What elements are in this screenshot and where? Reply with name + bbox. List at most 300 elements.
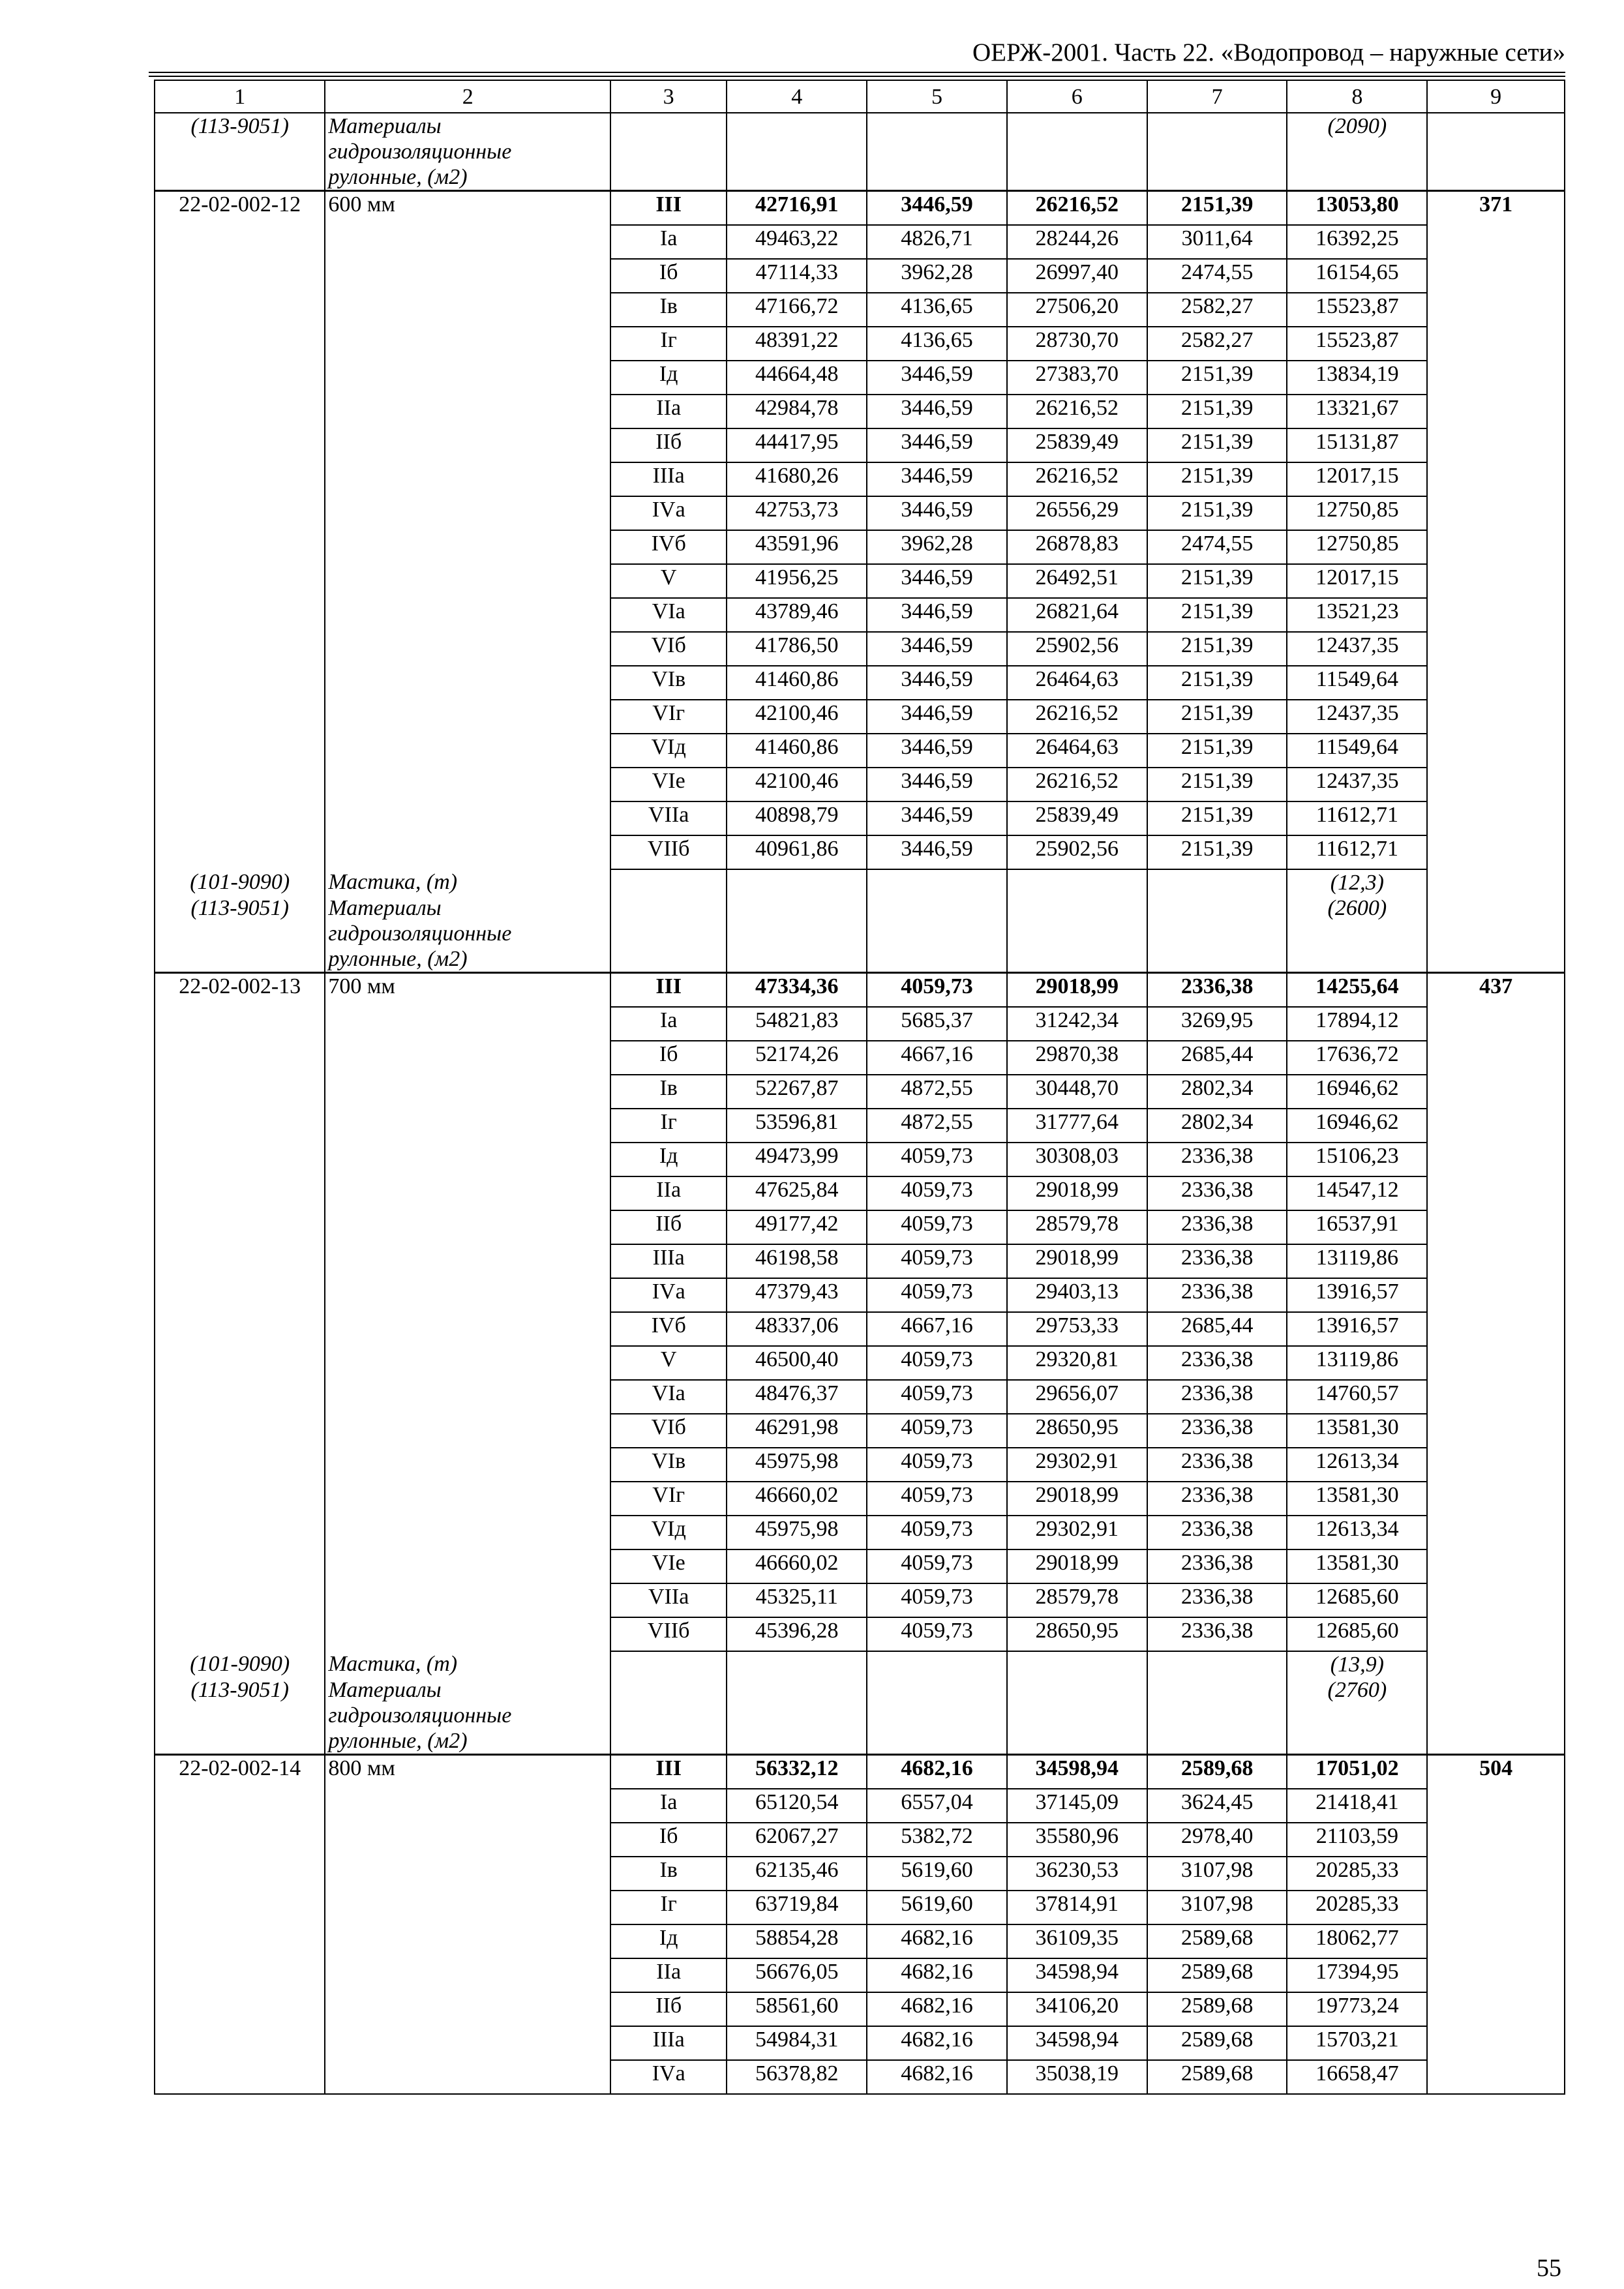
price-row <box>155 2060 1565 2094</box>
price-value: 4059,73 <box>867 1278 1007 1312</box>
empty-cell <box>155 293 325 327</box>
price-value: 44664,48 <box>727 361 867 395</box>
header-rule <box>149 72 1565 73</box>
price-value: 2336,38 <box>1147 1380 1287 1414</box>
price-value: 26216,52 <box>1007 462 1147 496</box>
region-zone: VIе <box>610 1549 727 1583</box>
price-row <box>155 1312 1565 1346</box>
price-value: 21418,41 <box>1287 1789 1427 1823</box>
empty-cell <box>325 666 610 700</box>
region-zone: IIа <box>610 1176 727 1210</box>
price-value: 14255,64 <box>1287 973 1427 1008</box>
empty-cell <box>155 1482 325 1516</box>
price-value: 29753,33 <box>1007 1312 1147 1346</box>
price-value: 3107,98 <box>1147 1891 1287 1924</box>
price-row <box>155 564 1565 598</box>
price-value: 2151,39 <box>1147 191 1287 226</box>
empty-cell <box>1427 1857 1565 1891</box>
empty-cell <box>155 1041 325 1075</box>
price-value: 20285,33 <box>1287 1857 1427 1891</box>
price-row <box>155 327 1565 361</box>
price-value: 42100,46 <box>727 768 867 801</box>
price-value: 4682,16 <box>867 2060 1007 2094</box>
price-value: 17394,95 <box>1287 1958 1427 1992</box>
price-value: 49177,42 <box>727 1210 867 1244</box>
region-zone: VIб <box>610 1414 727 1448</box>
price-value: 45325,11 <box>727 1583 867 1617</box>
empty-cell <box>1427 768 1565 801</box>
region-zone: Iд <box>610 361 727 395</box>
price-value: 29320,81 <box>1007 1346 1147 1380</box>
price-value: 3446,59 <box>867 700 1007 734</box>
price-value: 2336,38 <box>1147 1414 1287 1448</box>
empty-cell <box>1147 1677 1287 1755</box>
price-value: 48337,06 <box>727 1312 867 1346</box>
empty-cell <box>155 361 325 395</box>
price-row <box>155 700 1565 734</box>
empty-cell <box>325 1789 610 1823</box>
material-quantity: (12,3) <box>1287 869 1427 895</box>
region-zone: VIIа <box>610 1583 727 1617</box>
price-value: 2336,38 <box>1147 1143 1287 1176</box>
price-value: 2336,38 <box>1147 1278 1287 1312</box>
empty-cell <box>1427 564 1565 598</box>
empty-cell <box>1147 895 1287 973</box>
empty-cell <box>325 1857 610 1891</box>
price-value: 3962,28 <box>867 259 1007 293</box>
region-zone: VIа <box>610 598 727 632</box>
empty-cell <box>155 496 325 530</box>
price-row <box>155 496 1565 530</box>
empty-cell <box>1427 1617 1565 1651</box>
empty-cell <box>155 2026 325 2060</box>
price-value: 58561,60 <box>727 1992 867 2026</box>
empty-cell <box>155 1823 325 1857</box>
empty-cell <box>1427 462 1565 496</box>
price-value: 3446,59 <box>867 734 1007 768</box>
empty-cell <box>325 225 610 259</box>
empty-cell <box>155 1924 325 1958</box>
price-value: 2151,39 <box>1147 768 1287 801</box>
pipe-diameter: 700 мм <box>325 973 610 1008</box>
empty-cell <box>1427 2060 1565 2094</box>
rate-code: 22-02-002-14 <box>155 1755 325 1789</box>
region-zone: Iг <box>610 1109 727 1143</box>
region-zone: V <box>610 564 727 598</box>
empty-cell <box>727 113 867 191</box>
empty-cell <box>1427 1176 1565 1210</box>
region-zone: VIе <box>610 768 727 801</box>
price-value: 46500,40 <box>727 1346 867 1380</box>
price-value: 25902,56 <box>1007 632 1147 666</box>
price-value: 2151,39 <box>1147 835 1287 869</box>
price-value: 28650,95 <box>1007 1617 1147 1651</box>
empty-cell <box>325 1346 610 1380</box>
empty-cell <box>155 1380 325 1414</box>
price-value: 4682,16 <box>867 1958 1007 1992</box>
region-zone: VIв <box>610 666 727 700</box>
price-value: 63719,84 <box>727 1891 867 1924</box>
price-value: 34598,94 <box>1007 1755 1147 1789</box>
price-value: 26997,40 <box>1007 259 1147 293</box>
price-row <box>155 1549 1565 1583</box>
price-value: 46198,58 <box>727 1244 867 1278</box>
column-number: 4 <box>727 80 867 113</box>
empty-cell <box>155 1992 325 2026</box>
pipe-diameter: 600 мм <box>325 191 610 226</box>
empty-cell <box>867 113 1007 191</box>
price-value: 34598,94 <box>1007 1958 1147 1992</box>
price-value: 12437,35 <box>1287 700 1427 734</box>
empty-cell <box>325 1583 610 1617</box>
price-value: 52267,87 <box>727 1075 867 1109</box>
region-zone: IIа <box>610 395 727 428</box>
empty-cell <box>1427 666 1565 700</box>
price-value: 56378,82 <box>727 2060 867 2094</box>
price-value: 6557,04 <box>867 1789 1007 1823</box>
region-zone: Iб <box>610 259 727 293</box>
region-zone: IIIа <box>610 462 727 496</box>
price-value: 3624,45 <box>1147 1789 1287 1823</box>
price-value: 26492,51 <box>1007 564 1147 598</box>
price-value: 30308,03 <box>1007 1143 1147 1176</box>
price-row <box>155 1891 1565 1924</box>
empty-cell <box>155 768 325 801</box>
labor-value: 437 <box>1427 973 1565 1008</box>
price-value: 21103,59 <box>1287 1823 1427 1857</box>
empty-cell <box>325 1482 610 1516</box>
empty-cell <box>727 1651 867 1677</box>
price-value: 13581,30 <box>1287 1414 1427 1448</box>
empty-cell <box>610 113 727 191</box>
empty-cell <box>1427 1041 1565 1075</box>
empty-cell <box>1007 113 1147 191</box>
price-value: 16946,62 <box>1287 1075 1427 1109</box>
material-name-line: Материалы <box>328 896 442 920</box>
empty-cell <box>325 1007 610 1041</box>
region-zone: IVб <box>610 530 727 564</box>
price-value: 40961,86 <box>727 835 867 869</box>
price-value: 27383,70 <box>1007 361 1147 395</box>
price-value: 3446,59 <box>867 564 1007 598</box>
price-value: 34598,94 <box>1007 2026 1147 2060</box>
empty-cell <box>867 895 1007 973</box>
price-value: 4059,73 <box>867 1176 1007 1210</box>
price-value: 26216,52 <box>1007 191 1147 226</box>
empty-cell <box>1427 1482 1565 1516</box>
price-row <box>155 1007 1565 1041</box>
empty-cell <box>1427 1312 1565 1346</box>
rate-code: 22-02-002-13 <box>155 973 325 1008</box>
region-zone: Iд <box>610 1924 727 1958</box>
column-number: 8 <box>1287 80 1427 113</box>
price-row <box>155 768 1565 801</box>
price-value: 2336,38 <box>1147 1516 1287 1549</box>
region-zone: VIIа <box>610 801 727 835</box>
price-row <box>155 293 1565 327</box>
price-row <box>155 1109 1565 1143</box>
region-zone: Iв <box>610 1075 727 1109</box>
empty-cell <box>1427 1244 1565 1278</box>
price-value: 13053,80 <box>1287 191 1427 226</box>
price-value: 62135,46 <box>727 1857 867 1891</box>
price-value: 3011,64 <box>1147 225 1287 259</box>
price-value: 2582,27 <box>1147 293 1287 327</box>
column-numbers-row <box>155 80 1565 113</box>
empty-cell <box>727 1677 867 1755</box>
price-value: 49463,22 <box>727 225 867 259</box>
material-name-line: Мастика, (т) <box>328 870 458 894</box>
price-value: 31242,34 <box>1007 1007 1147 1041</box>
price-value: 2151,39 <box>1147 801 1287 835</box>
column-number: 2 <box>325 80 610 113</box>
price-value: 52174,26 <box>727 1041 867 1075</box>
price-value: 2151,39 <box>1147 361 1287 395</box>
price-value: 41460,86 <box>727 734 867 768</box>
material-code: (113-9051) <box>155 1677 325 1755</box>
region-zone: VIв <box>610 1448 727 1482</box>
price-value: 29870,38 <box>1007 1041 1147 1075</box>
price-row <box>155 1346 1565 1380</box>
empty-cell <box>325 2026 610 2060</box>
empty-cell <box>325 1244 610 1278</box>
price-value: 4682,16 <box>867 2026 1007 2060</box>
column-number: 6 <box>1007 80 1147 113</box>
price-value: 15106,23 <box>1287 1143 1427 1176</box>
empty-cell <box>1427 327 1565 361</box>
price-value: 13521,23 <box>1287 598 1427 632</box>
price-value: 2151,39 <box>1147 734 1287 768</box>
price-value: 29018,99 <box>1007 1244 1147 1278</box>
empty-cell <box>325 801 610 835</box>
price-value: 2474,55 <box>1147 259 1287 293</box>
price-value: 4059,73 <box>867 1143 1007 1176</box>
price-row <box>155 1992 1565 2026</box>
empty-cell <box>155 1346 325 1380</box>
price-value: 56676,05 <box>727 1958 867 1992</box>
price-row <box>155 801 1565 835</box>
price-value: 42984,78 <box>727 395 867 428</box>
empty-cell <box>610 869 727 895</box>
region-zone: Iв <box>610 1857 727 1891</box>
price-value: 26216,52 <box>1007 768 1147 801</box>
price-value: 29018,99 <box>1007 1482 1147 1516</box>
empty-cell <box>1427 2026 1565 2060</box>
empty-cell <box>155 1583 325 1617</box>
price-value: 34106,20 <box>1007 1992 1147 2026</box>
price-row <box>155 1617 1565 1651</box>
region-zone: Iа <box>610 1789 727 1823</box>
empty-cell <box>325 1109 610 1143</box>
column-number: 1 <box>155 80 325 113</box>
price-value: 11549,64 <box>1287 666 1427 700</box>
price-value: 2589,68 <box>1147 1992 1287 2026</box>
price-value: 29403,13 <box>1007 1278 1147 1312</box>
empty-cell <box>325 1617 610 1651</box>
price-value: 47334,36 <box>727 973 867 1008</box>
price-value: 26556,29 <box>1007 496 1147 530</box>
empty-cell <box>325 1823 610 1857</box>
price-value: 2151,39 <box>1147 598 1287 632</box>
price-value: 45396,28 <box>727 1617 867 1651</box>
price-value: 15523,87 <box>1287 327 1427 361</box>
price-value: 12613,34 <box>1287 1516 1427 1549</box>
price-row <box>155 395 1565 428</box>
price-value: 2336,38 <box>1147 1176 1287 1210</box>
price-value: 17894,12 <box>1287 1007 1427 1041</box>
empty-cell <box>325 1278 610 1312</box>
material-note-row <box>155 1651 1565 1677</box>
empty-cell <box>1427 1677 1565 1755</box>
material-note-row <box>155 869 1565 895</box>
price-value: 13916,57 <box>1287 1312 1427 1346</box>
price-value: 2589,68 <box>1147 1924 1287 1958</box>
empty-cell <box>1427 1583 1565 1617</box>
price-value: 4682,16 <box>867 1992 1007 2026</box>
price-value: 4059,73 <box>867 1210 1007 1244</box>
price-value: 26464,63 <box>1007 734 1147 768</box>
price-value: 37814,91 <box>1007 1891 1147 1924</box>
material-name-line: рулонные, (м2) <box>328 165 468 189</box>
material-name <box>325 113 610 191</box>
price-row <box>155 1143 1565 1176</box>
price-value: 54821,83 <box>727 1007 867 1041</box>
empty-cell <box>155 632 325 666</box>
empty-cell <box>1007 895 1147 973</box>
empty-cell <box>1147 869 1287 895</box>
price-value: 3446,59 <box>867 496 1007 530</box>
price-value: 2151,39 <box>1147 564 1287 598</box>
price-value: 3446,59 <box>867 835 1007 869</box>
empty-cell <box>867 1677 1007 1755</box>
empty-cell <box>325 598 610 632</box>
price-row <box>155 1380 1565 1414</box>
price-value: 65120,54 <box>727 1789 867 1823</box>
price-value: 2151,39 <box>1147 700 1287 734</box>
empty-cell <box>1427 1823 1565 1857</box>
empty-cell <box>1427 895 1565 973</box>
region-zone: IIIа <box>610 1244 727 1278</box>
price-value: 2589,68 <box>1147 1958 1287 1992</box>
empty-cell <box>1007 1677 1147 1755</box>
region-zone: IVа <box>610 496 727 530</box>
empty-cell <box>325 1176 610 1210</box>
empty-cell <box>155 327 325 361</box>
column-number: 9 <box>1427 80 1565 113</box>
price-row <box>155 1448 1565 1482</box>
price-value: 27506,20 <box>1007 293 1147 327</box>
empty-cell <box>1427 1007 1565 1041</box>
price-value: 2336,38 <box>1147 1346 1287 1380</box>
price-value: 3446,59 <box>867 801 1007 835</box>
empty-cell <box>325 1891 610 1924</box>
empty-cell <box>155 1075 325 1109</box>
price-value: 4059,73 <box>867 973 1007 1008</box>
material-code: (101-9090) <box>155 1651 325 1677</box>
price-value: 35580,96 <box>1007 1823 1147 1857</box>
material-name-line: рулонные, (м2) <box>328 1729 468 1753</box>
empty-cell <box>325 1516 610 1549</box>
region-zone: VIг <box>610 1482 727 1516</box>
empty-cell <box>325 395 610 428</box>
empty-cell <box>155 225 325 259</box>
empty-cell <box>1427 835 1565 869</box>
empty-cell <box>325 734 610 768</box>
price-value: 53596,81 <box>727 1109 867 1143</box>
empty-cell <box>1427 395 1565 428</box>
price-value: 56332,12 <box>727 1755 867 1789</box>
price-value: 3446,59 <box>867 462 1007 496</box>
price-value: 25839,49 <box>1007 428 1147 462</box>
price-value: 16946,62 <box>1287 1109 1427 1143</box>
price-row <box>155 1958 1565 1992</box>
region-zone: Iг <box>610 327 727 361</box>
price-value: 3446,59 <box>867 191 1007 226</box>
price-value: 4059,73 <box>867 1244 1007 1278</box>
empty-cell <box>155 530 325 564</box>
price-value: 47625,84 <box>727 1176 867 1210</box>
price-value: 12750,85 <box>1287 530 1427 564</box>
price-value: 29302,91 <box>1007 1448 1147 1482</box>
material-name <box>325 1651 610 1677</box>
price-value: 28650,95 <box>1007 1414 1147 1448</box>
price-value: 2151,39 <box>1147 496 1287 530</box>
empty-cell <box>1427 632 1565 666</box>
empty-cell <box>610 895 727 973</box>
region-zone: Iб <box>610 1823 727 1857</box>
price-value: 12613,34 <box>1287 1448 1427 1482</box>
empty-cell <box>325 1075 610 1109</box>
empty-cell <box>1427 1549 1565 1583</box>
region-zone: VIб <box>610 632 727 666</box>
price-value: 4682,16 <box>867 1924 1007 1958</box>
price-value: 29018,99 <box>1007 973 1147 1008</box>
empty-cell <box>325 530 610 564</box>
price-value: 46660,02 <box>727 1482 867 1516</box>
region-zone: IIб <box>610 1210 727 1244</box>
empty-cell <box>1427 1380 1565 1414</box>
price-row <box>155 1210 1565 1244</box>
price-value: 4059,73 <box>867 1482 1007 1516</box>
price-value: 2336,38 <box>1147 1210 1287 1244</box>
price-value: 4059,73 <box>867 1516 1007 1549</box>
empty-cell <box>325 327 610 361</box>
empty-cell <box>1427 293 1565 327</box>
price-row <box>155 1924 1565 1958</box>
price-value: 15703,21 <box>1287 2026 1427 2060</box>
empty-cell <box>155 428 325 462</box>
price-value: 2336,38 <box>1147 973 1287 1008</box>
empty-cell <box>155 1414 325 1448</box>
region-zone: Iа <box>610 1007 727 1041</box>
price-value: 29302,91 <box>1007 1516 1147 1549</box>
price-row <box>155 225 1565 259</box>
empty-cell <box>1427 1075 1565 1109</box>
price-value: 47114,33 <box>727 259 867 293</box>
price-value: 15523,87 <box>1287 293 1427 327</box>
column-number: 5 <box>867 80 1007 113</box>
empty-cell <box>155 1549 325 1583</box>
material-name-line: Мастика, (т) <box>328 1652 458 1676</box>
empty-cell <box>1427 1924 1565 1958</box>
price-row <box>155 1482 1565 1516</box>
price-value: 44417,95 <box>727 428 867 462</box>
material-name <box>325 1677 610 1755</box>
price-value: 29018,99 <box>1007 1176 1147 1210</box>
price-value: 36109,35 <box>1007 1924 1147 1958</box>
price-value: 2582,27 <box>1147 327 1287 361</box>
empty-cell <box>1427 259 1565 293</box>
